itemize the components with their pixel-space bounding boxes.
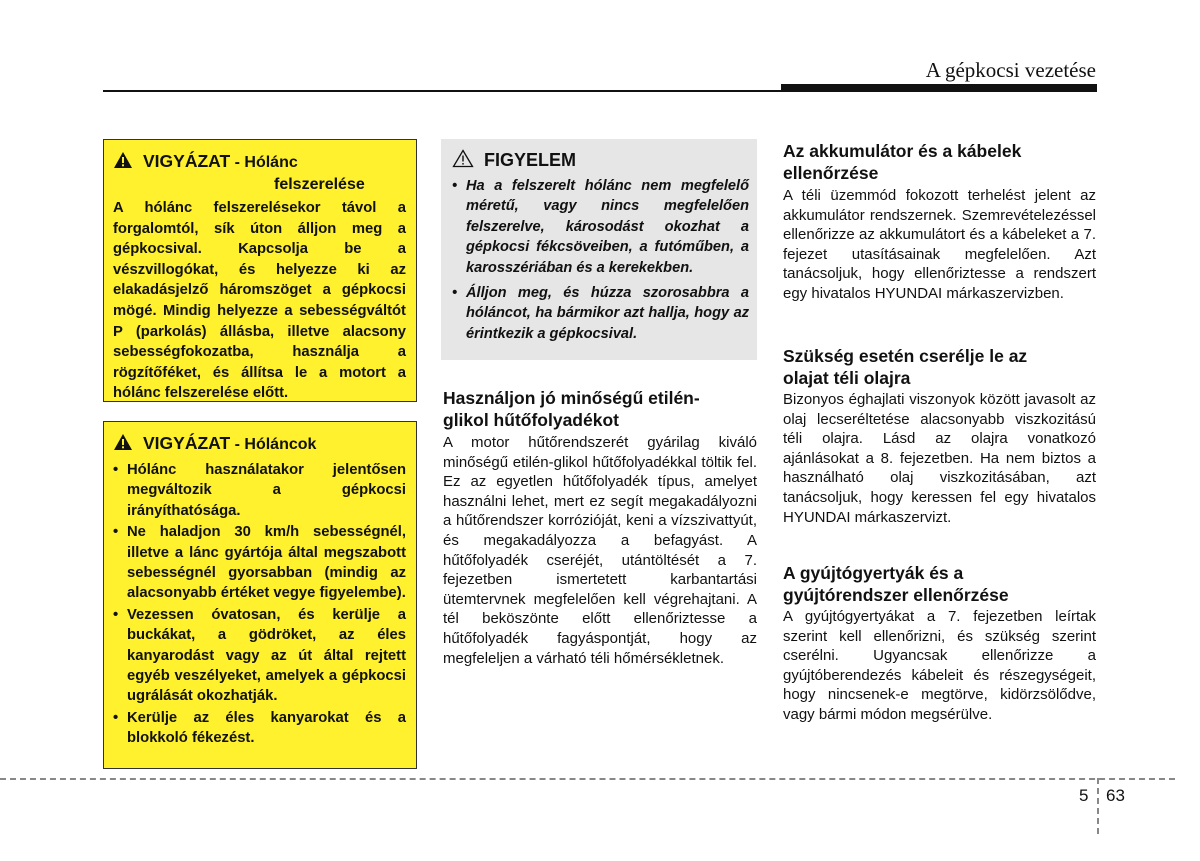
caution-title-topic: - Hólánc <box>230 154 298 171</box>
heading-line: Szükség esetén cserélje le az <box>783 346 1028 366</box>
section-body-spark-plugs: A gyújtógyertyákat a 7. fejezetben leírtak szerint kell ellenőrizni, és szükség szerint cserélni. Ugyancsak ellenőrizze a gyújtóberendezés kábeleit és részegységeit, hogy nincsenek-e megtörve, kidörzsölődve, vagy bármi módon megsérülve. <box>783 608 1096 723</box>
notice-triangle-icon <box>452 149 474 173</box>
footer-divider <box>0 778 1175 780</box>
page-header-title: A gépkocsi vezetése <box>925 58 1096 82</box>
section-body-battery: A téli üzemmód fokozott terhelést jelent az akkumulátor rendszernek. Szemrevételezéssel ellenőrizze az akkumulátort és a kábeleket a 7. fejezet utasításainak megfelelően. Azt tanácsoljuk, hogy ellenőriztesse a rendszert egy hivatalos HYUNDAI márkaszervizben. <box>783 187 1096 302</box>
list-item: • Álljon meg, és húzza szorosabbra a hóláncot, ha bármikor azt hallja, hogy az érintkezik a gépkocsival. <box>452 283 749 344</box>
notice-title <box>452 149 749 173</box>
heading-line: glikol hűtőfolyadékot <box>443 410 619 430</box>
heading-line: gyújtórendszer ellenőrzése <box>783 585 1009 605</box>
caution-title <box>113 432 406 456</box>
page-number: 63 <box>1106 786 1125 805</box>
caution-list <box>113 460 406 749</box>
caution-title <box>113 150 406 174</box>
section-body-oil: Bizonyos éghajlati viszonyok között javasolt az olaj lecseréltetése alacsonyabb viszkozitású téli olajra. Lásd az olajra vonatkozó ajánlásokat a 8. fejezetben. Ha nem biztos a használható olaj viszkozitásában, azt tanácsoljuk, hogy keressen fel egy hivatalos HYUNDAI márkaszervizt. <box>783 391 1096 526</box>
header-rule <box>103 90 781 92</box>
warning-triangle-icon <box>113 433 133 456</box>
section-heading-battery <box>783 140 1103 184</box>
heading-line: A gyújtógyertyák és a <box>783 563 964 583</box>
warning-triangle-icon <box>113 151 133 174</box>
list-item: • Hólánc használatakor jelentősen megváltozik a gépkocsi irányíthatósága. <box>113 460 406 521</box>
notice-box <box>441 139 757 360</box>
caution-box-snow-chain-install <box>103 139 417 402</box>
caution-body: A hólánc felszerelésekor távol a forgalomtól, sík úton álljon meg a gépkocsival. Kapcsolja be a vészvillogókat, és helyezze ki az elakadásjelző háromszöget a gépkocsi mögé. Mindig helyezze a sebességváltót P (parkolás) állásba, illetve alacsony sebességfokozatba, használja a rögzítőféket, és állítsa le a motort a hólánc felszerelése előtt. <box>113 200 406 402</box>
heading-line: ellenőrzése <box>783 163 879 183</box>
section-heading-spark-plugs <box>783 562 1103 606</box>
notice-title-label: FIGYELEM <box>484 150 577 170</box>
footer-page-separator <box>1097 778 1099 834</box>
notice-list <box>452 176 749 344</box>
section-heading-coolant <box>443 387 763 431</box>
chapter-number: 5 <box>1079 786 1089 805</box>
caution-title-topic: - Hóláncok <box>230 436 317 453</box>
heading-line: Használjon jó minőségű etilén- <box>443 388 700 408</box>
header-rule-bar <box>781 84 1097 92</box>
section-heading-oil <box>783 345 1103 389</box>
caution-title-label: VIGYÁZAT <box>143 433 231 453</box>
section-body-coolant: A motor hűtőrendszerét gyárilag kiváló minőségű etilén-glikol hűtőfolyadékkal töltik fel. Ez az egyetlen hűtőfolyadék típus, amelyet használni lehet, mert ez segít megakadályozni a hűtőrendszer korrózióját, keni a vízszivattyút, és megakadályozza a befagyást. A hűtőfolyadék cseréjét, utántöltését a 7. fejezetben ismertetett karbantartási ütemtervnek megfelelően kell végrehajtani. A tél beköszönte előtt ellenőriztesse a hűtőfolyadék fagyáspontját, hogy az megfeleljen a várható téli hőmérsékletnek. <box>443 434 757 667</box>
caution-title-label: VIGYÁZAT <box>143 151 231 171</box>
list-item: • Vezessen óvatosan, és kerülje a buckákat, a gödröket, az éles kanyarodást vagy az út által rejtett egyéb veszélyeket, amelyek a gépkocsi ugrálását okozhatják. <box>113 605 406 707</box>
list-item: • Ne haladjon 30 km/h sebességnél, illetve a lánc gyártója által megszabott sebességnél gyorsabban (mindig az alacsonyabb értéket vegye figyelembe). <box>113 522 406 604</box>
caution-box-snow-chains <box>103 421 417 769</box>
list-item: • Kerülje az éles kanyarokat és a blokkoló fékezést. <box>113 708 406 749</box>
list-item: • Ha a felszerelt hólánc nem megfelelő méretű, vagy nincs megfelelően felszerelve, károsodást okozhat a gépkocsi fékcsöveiben, a futóműben, a karosszériában és a kerekekben. <box>452 176 749 278</box>
heading-line: olajat téli olajra <box>783 368 911 388</box>
heading-line: Az akkumulátor és a kábelek <box>783 141 1022 161</box>
caution-title-line2: felszerelése <box>274 176 365 193</box>
